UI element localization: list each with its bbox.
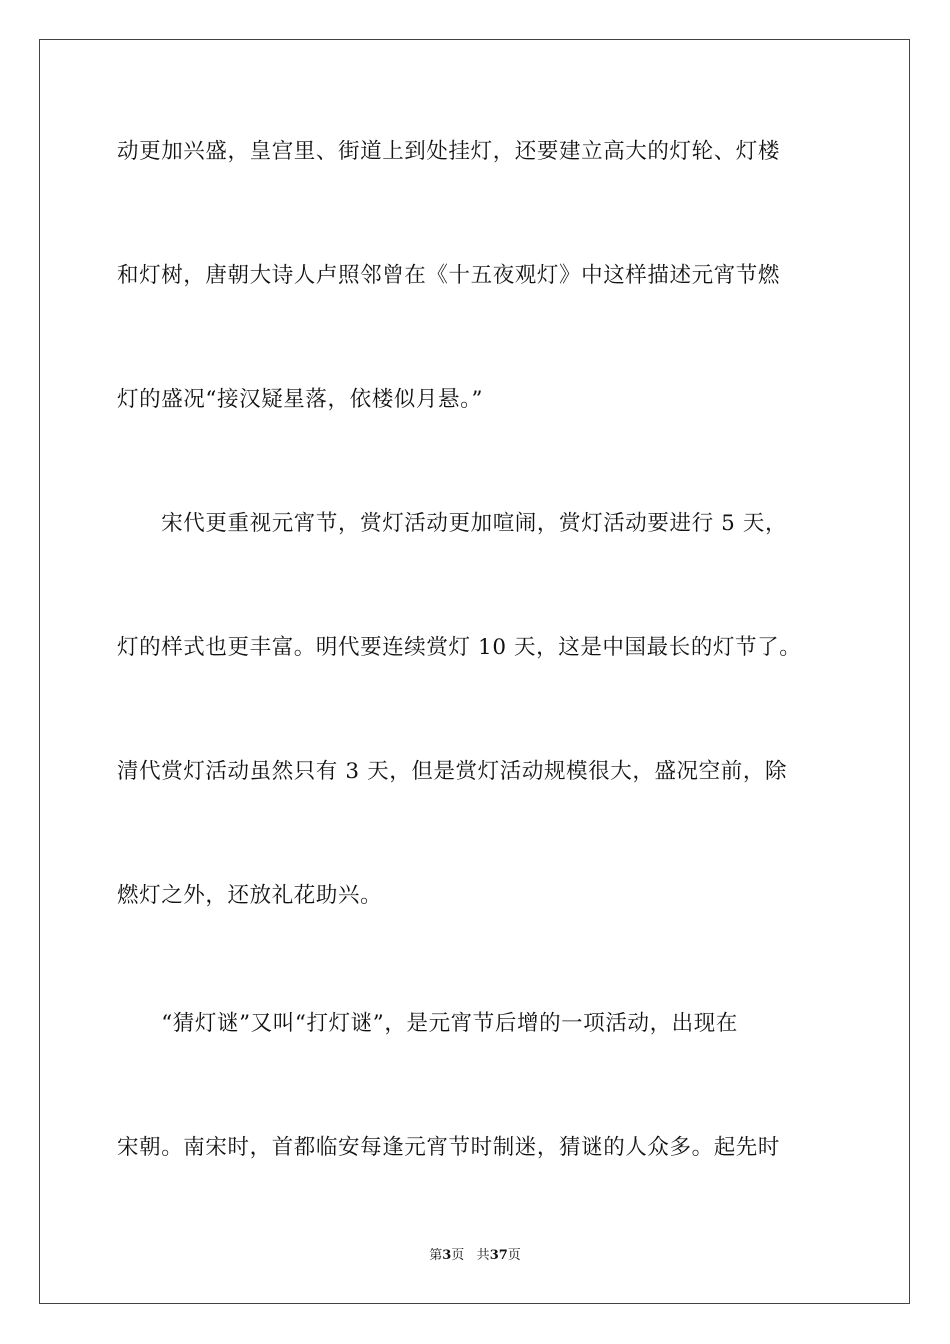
body-text-line: 宋代更重视元宵节，赏灯活动更加喧闹，赏灯活动要进行 5 天， xyxy=(117,511,788,536)
page-prefix: 第 xyxy=(429,1248,443,1263)
total-prefix: 共 xyxy=(476,1248,490,1263)
body-text-line: 灯的盛况“接汉疑星落，依楼似月悬。” xyxy=(117,387,484,412)
total-suffix: 页 xyxy=(507,1248,521,1263)
page-suffix: 页 xyxy=(451,1248,465,1263)
body-text-line: 灯的样式也更丰富。明代要连续赏灯 10 天，这是中国最长的灯节了。 xyxy=(117,635,802,660)
body-text-line: 宋朝。南宋时，首都临安每逢元宵节时制迷，猜谜的人众多。起先时 xyxy=(117,1135,781,1160)
body-text-line: 清代赏灯活动虽然只有 3 天，但是赏灯活动规模很大，盛况空前，除 xyxy=(117,759,788,784)
page-number: 3 xyxy=(442,1248,452,1263)
body-text-line: 动更加兴盛，皇宫里、街道上到处挂灯，还要建立高大的灯轮、灯楼 xyxy=(117,139,781,164)
page-footer xyxy=(0,1247,950,1265)
total-pages: 37 xyxy=(489,1248,508,1263)
body-text-line: 和灯树，唐朝大诗人卢照邻曾在《十五夜观灯》中这样描述元宵节燃 xyxy=(117,263,781,288)
body-text-line: 燃灯之外，还放礼花助兴。 xyxy=(117,883,383,908)
body-text-line: “猜灯谜”又叫“打灯谜”，是元宵节后增的一项活动，出现在 xyxy=(117,1011,738,1036)
page-border xyxy=(39,39,910,1304)
